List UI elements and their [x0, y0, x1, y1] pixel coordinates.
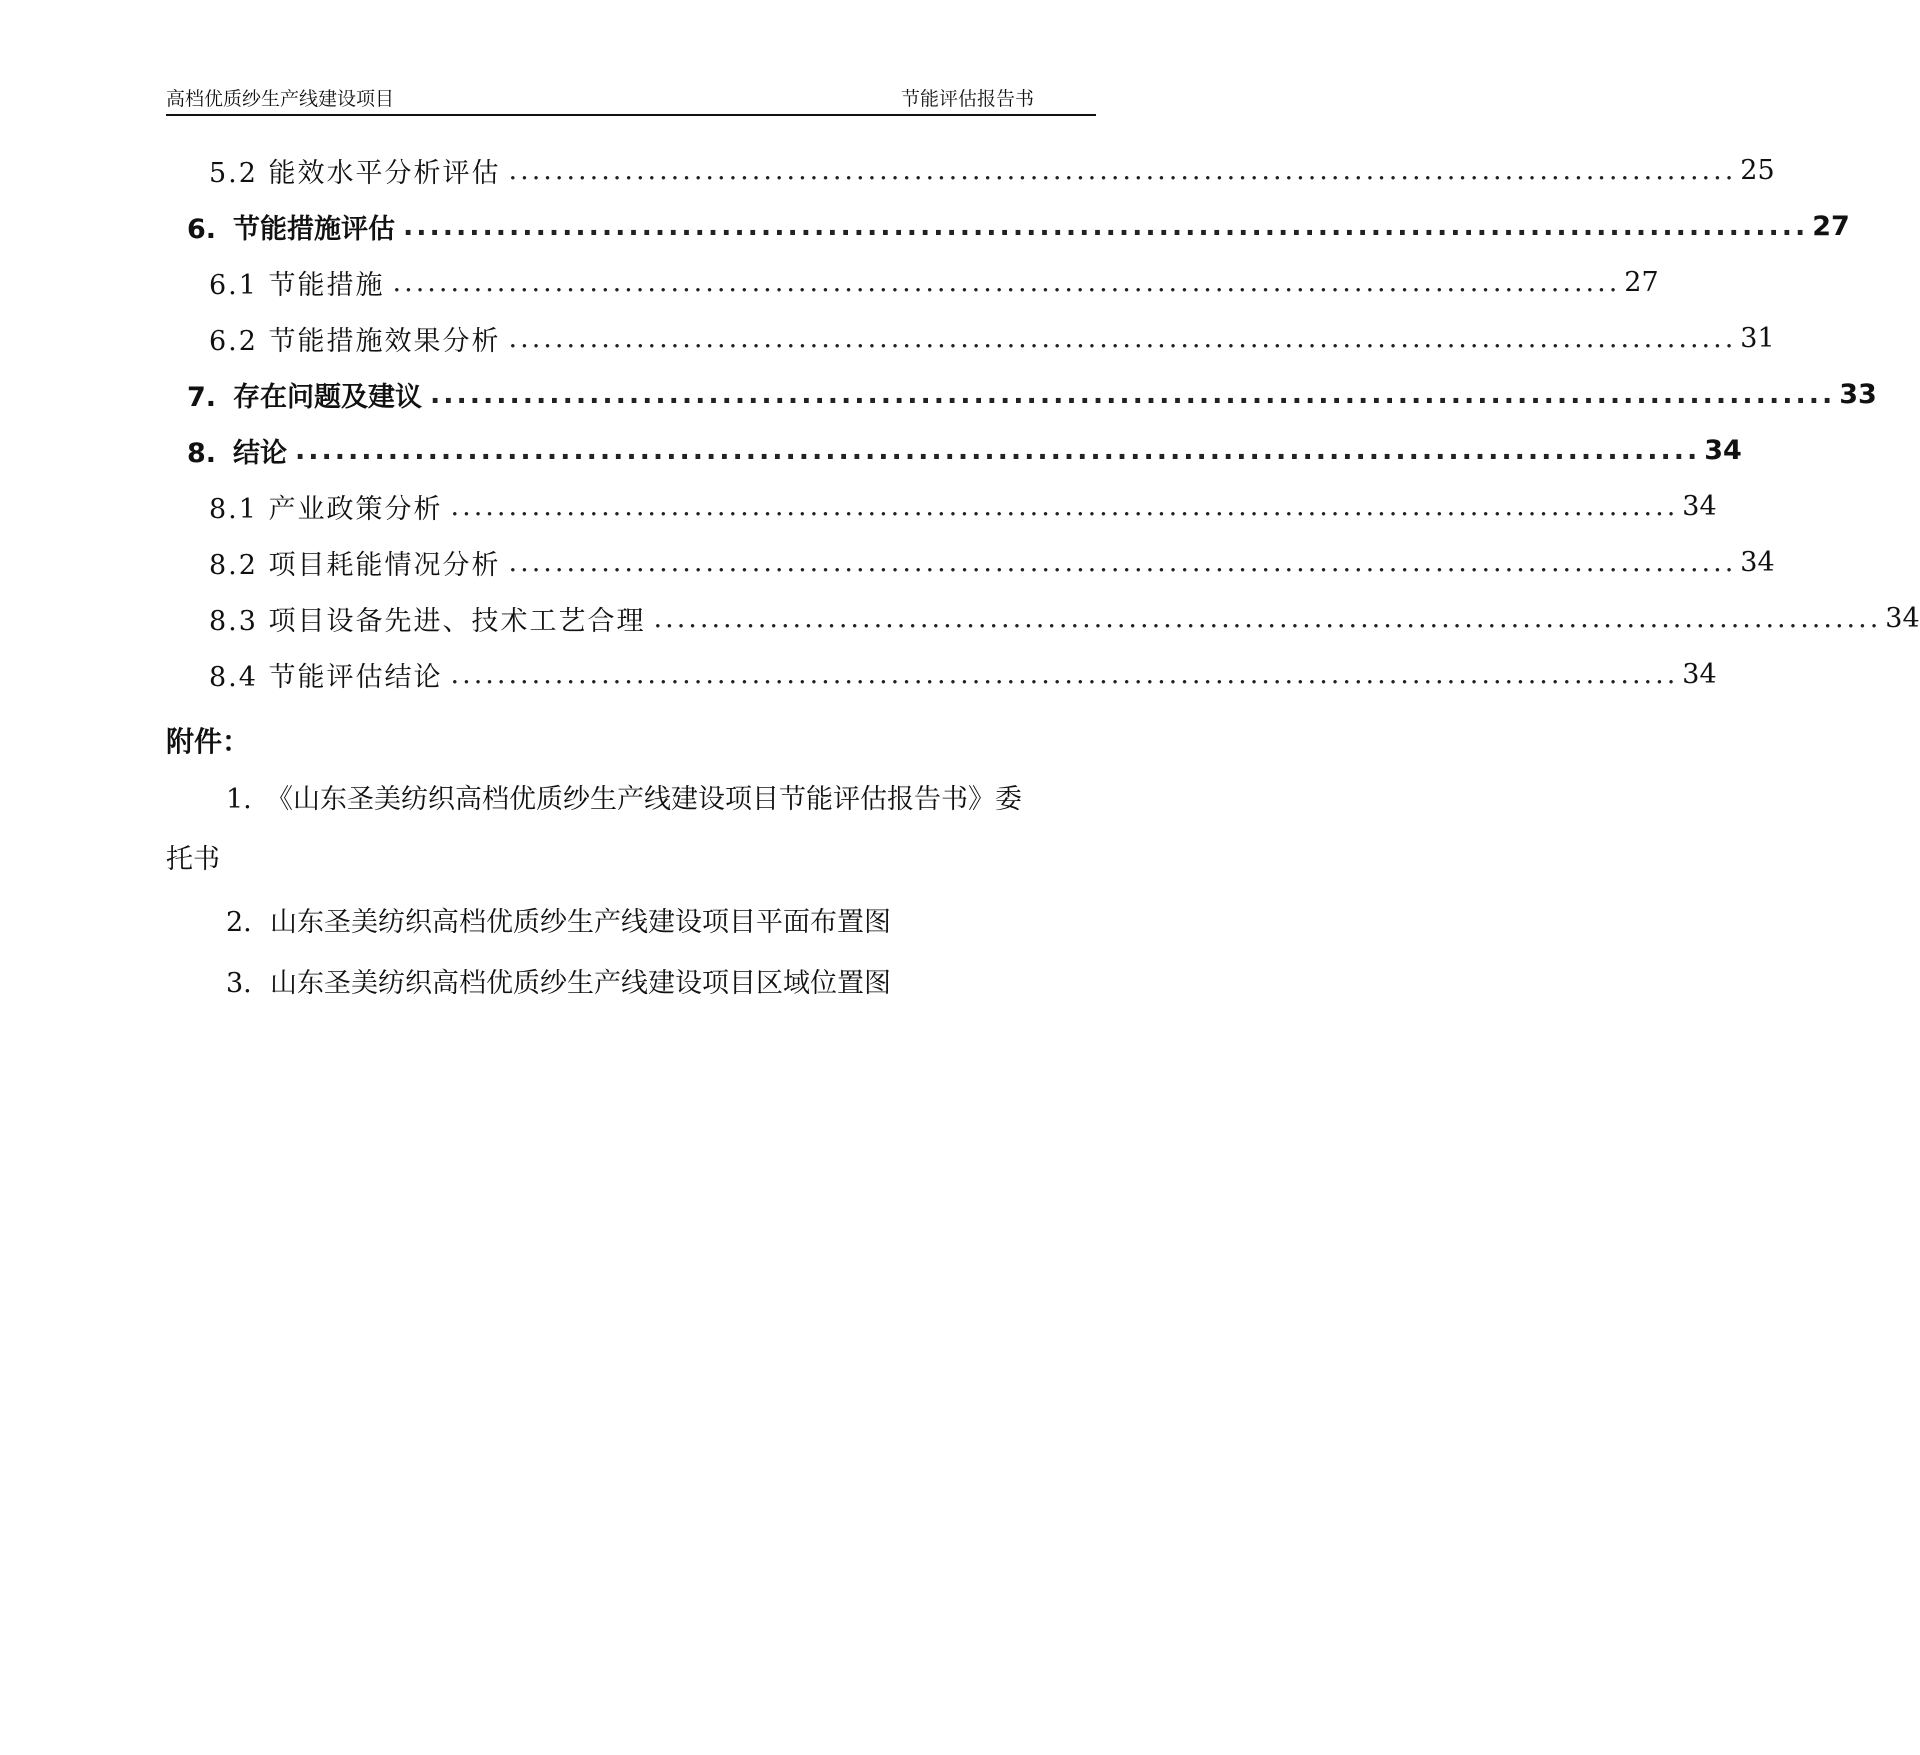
toc-entry-8-1[interactable] [209, 486, 1717, 526]
header-project-title: 高档优质纱生产线建设项目 [166, 88, 395, 110]
toc-entry-6-1[interactable] [209, 262, 1659, 302]
toc-entry-label: 5.2 能效水平分析评估 [209, 157, 501, 189]
toc-dot-leader: .......................................................................................................... [508, 322, 1737, 354]
toc-entry-label: 6.2 节能措施效果分析 [209, 325, 501, 357]
toc-chapter-number: 6. [187, 213, 217, 245]
toc-chapter-number: 7. [187, 381, 217, 413]
toc-dot-leader: .......................................................................................................... [508, 154, 1737, 186]
toc-dot-leader: .......................................................................................................... [403, 210, 1809, 242]
header-document-title: 节能评估报告书 [901, 88, 1035, 110]
toc-entry-8-4[interactable] [209, 654, 1717, 694]
attachment-text: 《山东圣美纺织高档优质纱生产线建设项目节能评估报告书》委 [266, 784, 1022, 815]
toc-page-number: 27 [1624, 266, 1659, 298]
toc-entry-6-2[interactable] [209, 318, 1775, 358]
attachment-item-3 [226, 964, 891, 1004]
toc-dot-leader: .......................................................................................................... [450, 658, 1679, 690]
attachment-text: 山东圣美纺织高档优质纱生产线建设项目平面布置图 [270, 907, 891, 938]
toc-entry-label: 6.1 节能措施 [209, 269, 385, 301]
toc-entry-8-3[interactable] [209, 598, 1920, 638]
toc-page-number: 34 [1682, 658, 1717, 690]
toc-page-number: 31 [1740, 322, 1775, 354]
toc-entry-label: 8.4 节能评估结论 [209, 661, 443, 693]
toc-chapter-number: 8. [187, 437, 217, 469]
page-header [166, 84, 1096, 116]
toc-entry-label: 节能措施评估 [233, 213, 395, 245]
attachment-item-1 [226, 780, 1022, 820]
toc-page-number: 27 [1812, 210, 1850, 242]
toc-dot-leader: .......................................................................................................... [508, 546, 1737, 578]
toc-page-number: 34 [1704, 434, 1742, 466]
attachment-number: 2. [226, 907, 252, 938]
toc-entry-label: 8.1 产业政策分析 [209, 493, 443, 525]
toc-entry-7[interactable] [187, 374, 1877, 414]
attachments-heading: 附件： [166, 725, 251, 758]
toc-entry-label: 存在问题及建议 [233, 381, 422, 413]
toc-dot-leader: .......................................................................................................... [295, 434, 1701, 466]
attachment-item-2 [226, 903, 891, 943]
toc-entry-label: 8.3 项目设备先进、技术工艺合理 [209, 605, 646, 637]
toc-entry-label: 结论 [233, 437, 287, 469]
toc-dot-leader: .......................................................................................................... [653, 602, 1882, 634]
toc-page-number: 25 [1740, 154, 1775, 186]
attachment-item-1-continued [166, 840, 220, 880]
toc-entry-8[interactable] [187, 430, 1742, 470]
toc-entry-5-2[interactable] [209, 150, 1775, 190]
toc-entry-8-2[interactable] [209, 542, 1775, 582]
attachment-text: 托书 [166, 844, 220, 875]
toc-page-number: 33 [1839, 378, 1877, 410]
toc-page-number: 34 [1740, 546, 1775, 578]
toc-entry-label: 8.2 项目耗能情况分析 [209, 549, 501, 581]
attachment-text: 山东圣美纺织高档优质纱生产线建设项目区域位置图 [270, 968, 891, 999]
toc-entry-6[interactable] [187, 206, 1850, 246]
attachment-number: 1. [226, 784, 252, 815]
toc-dot-leader: .......................................................................................................... [392, 266, 1621, 298]
toc-dot-leader: .......................................................................................................... [450, 490, 1679, 522]
toc-page-number: 34 [1682, 490, 1717, 522]
toc-dot-leader: .......................................................................................................... [430, 378, 1836, 410]
attachment-number: 3. [226, 968, 252, 999]
toc-page-number: 34 [1885, 602, 1920, 634]
